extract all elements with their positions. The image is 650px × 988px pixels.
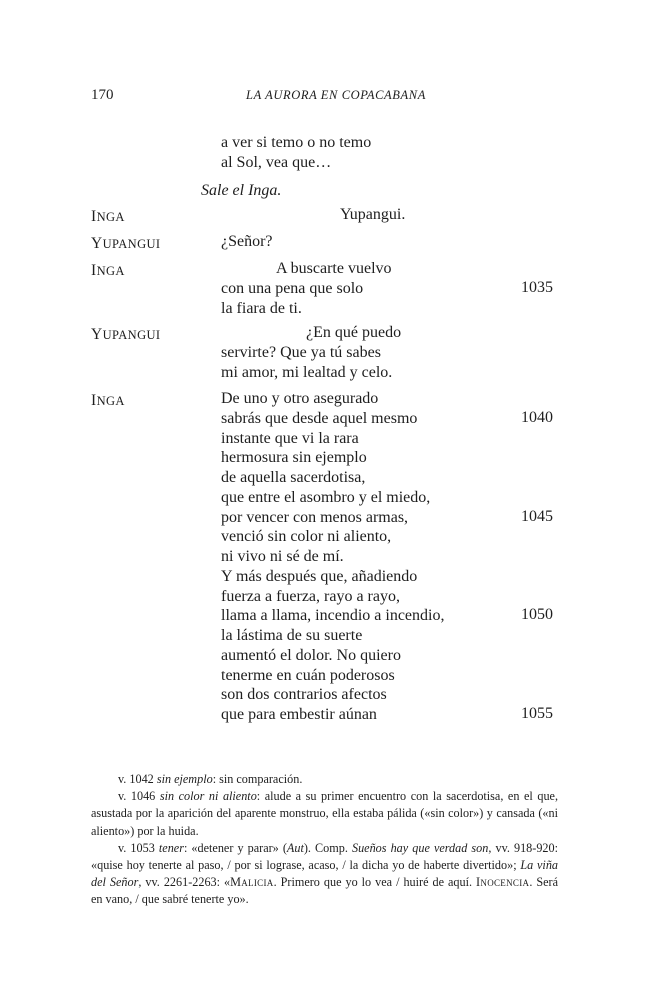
footnote-play-title: La viña del Señor [91,858,559,890]
footnote-term: sin color ni aliento [159,789,257,804]
running-title: LA AURORA EN COPACABANA [246,88,426,102]
line-number: 1035 [521,279,553,296]
line-number: 1040 [521,409,553,426]
verse-line: que entre el asombro y el miedo, [221,489,431,506]
footnote-ref: v. 1042 [118,772,154,786]
footnotes [91,771,558,909]
footnote-text: : «detener y parar» ( [183,840,287,855]
verse-line: instante que vi la rara [221,430,359,447]
footnote-play-title: Sueños hay que verdad son [351,840,489,855]
line-number: 1055 [521,705,553,722]
verse-line: De uno y otro asegurado [221,390,379,407]
footnote-character: Inocencia [476,875,530,890]
verse-line: tenerme en cuán poderosos [221,667,395,684]
verse-line: son dos contrarios afectos [221,686,387,703]
verse-line: A buscarte vuelvo [276,260,392,277]
footnote-text: . Será en vano, / que sabré tenerte yo». [91,875,559,907]
verse-line: por vencer con menos armas, [221,509,409,526]
verse-line: sabrás que desde aquel mesmo [221,410,418,427]
footnote-text: : alude a su primer encuentro con la sacerdotisa, en el que, asustada por la aparición del aparente monstruo, ella estaba pálida («sin color») y cansada («ni aliento») por la huida. [91,789,558,838]
footnote-ref: v. 1053 [118,840,155,855]
footnote-character: Malicia [230,875,274,890]
speaker-label: YUPANGUI [91,326,161,343]
verse-line: al Sol, vea que… [221,154,332,171]
verse-line: venció sin color ni aliento, [221,528,392,545]
footnote-term: tener [158,840,184,855]
line-number: 1045 [521,508,553,525]
footnote-text: : sin comparación. [212,772,303,786]
verse-line: fuerza a fuerza, rayo a rayo, [221,588,400,605]
verse-line: llama a llama, incendio a incendio, [221,607,445,624]
verse-line: servirte? Que ya tú sabes [221,344,381,361]
speaker-label: INGA [91,208,125,225]
verse-line: ni vivo ni sé de mí. [221,548,344,565]
footnote-text: , vv. 2261-2263: « [138,875,231,890]
speaker-label: INGA [91,392,125,409]
verse-line: la fiara de ti. [221,300,302,317]
verse-line: hermosura sin ejemplo [221,449,367,466]
footnote [91,771,558,788]
verse-line: mi amor, mi lealtad y celo. [221,364,393,381]
page-number: 170 [91,87,114,103]
stage-direction: Sale el Inga. [201,182,282,199]
verse-line: con una pena que solo [221,280,364,297]
verse-line: de aquella sacerdotisa, [221,469,366,486]
footnote-ref: v. 1046 [118,789,156,804]
footnote-text: . Primero que yo lo vea / huiré de aquí. [273,875,477,890]
verse-line: ¿En qué puedo [306,324,402,341]
speaker-label: YUPANGUI [91,235,161,252]
footnote [91,840,558,909]
footnote-text: ). Comp. [303,840,352,855]
verse-line: ¿Señor? [221,233,273,250]
footnote [91,788,558,840]
verse-line: que para embestir aúnan [221,706,377,723]
verse-line: Yupangui. [340,206,406,223]
verse-line: Y más después que, añadiendo [221,568,418,585]
footnote-term: sin ejemplo [156,772,213,786]
speaker-label: INGA [91,262,125,279]
verse-line: la lástima de su suerte [221,627,363,644]
verse-line: aumentó el dolor. No quiero [221,647,401,664]
verse-line: a ver si temo o no temo [221,134,372,151]
line-number: 1050 [521,606,553,623]
footnote-text: , vv. 918-920: «quise hoy tenerte al paso, / por si lograse, acaso, / la dicha yo de haberte divertido»; [91,840,559,873]
footnote-source: Aut [286,840,304,855]
